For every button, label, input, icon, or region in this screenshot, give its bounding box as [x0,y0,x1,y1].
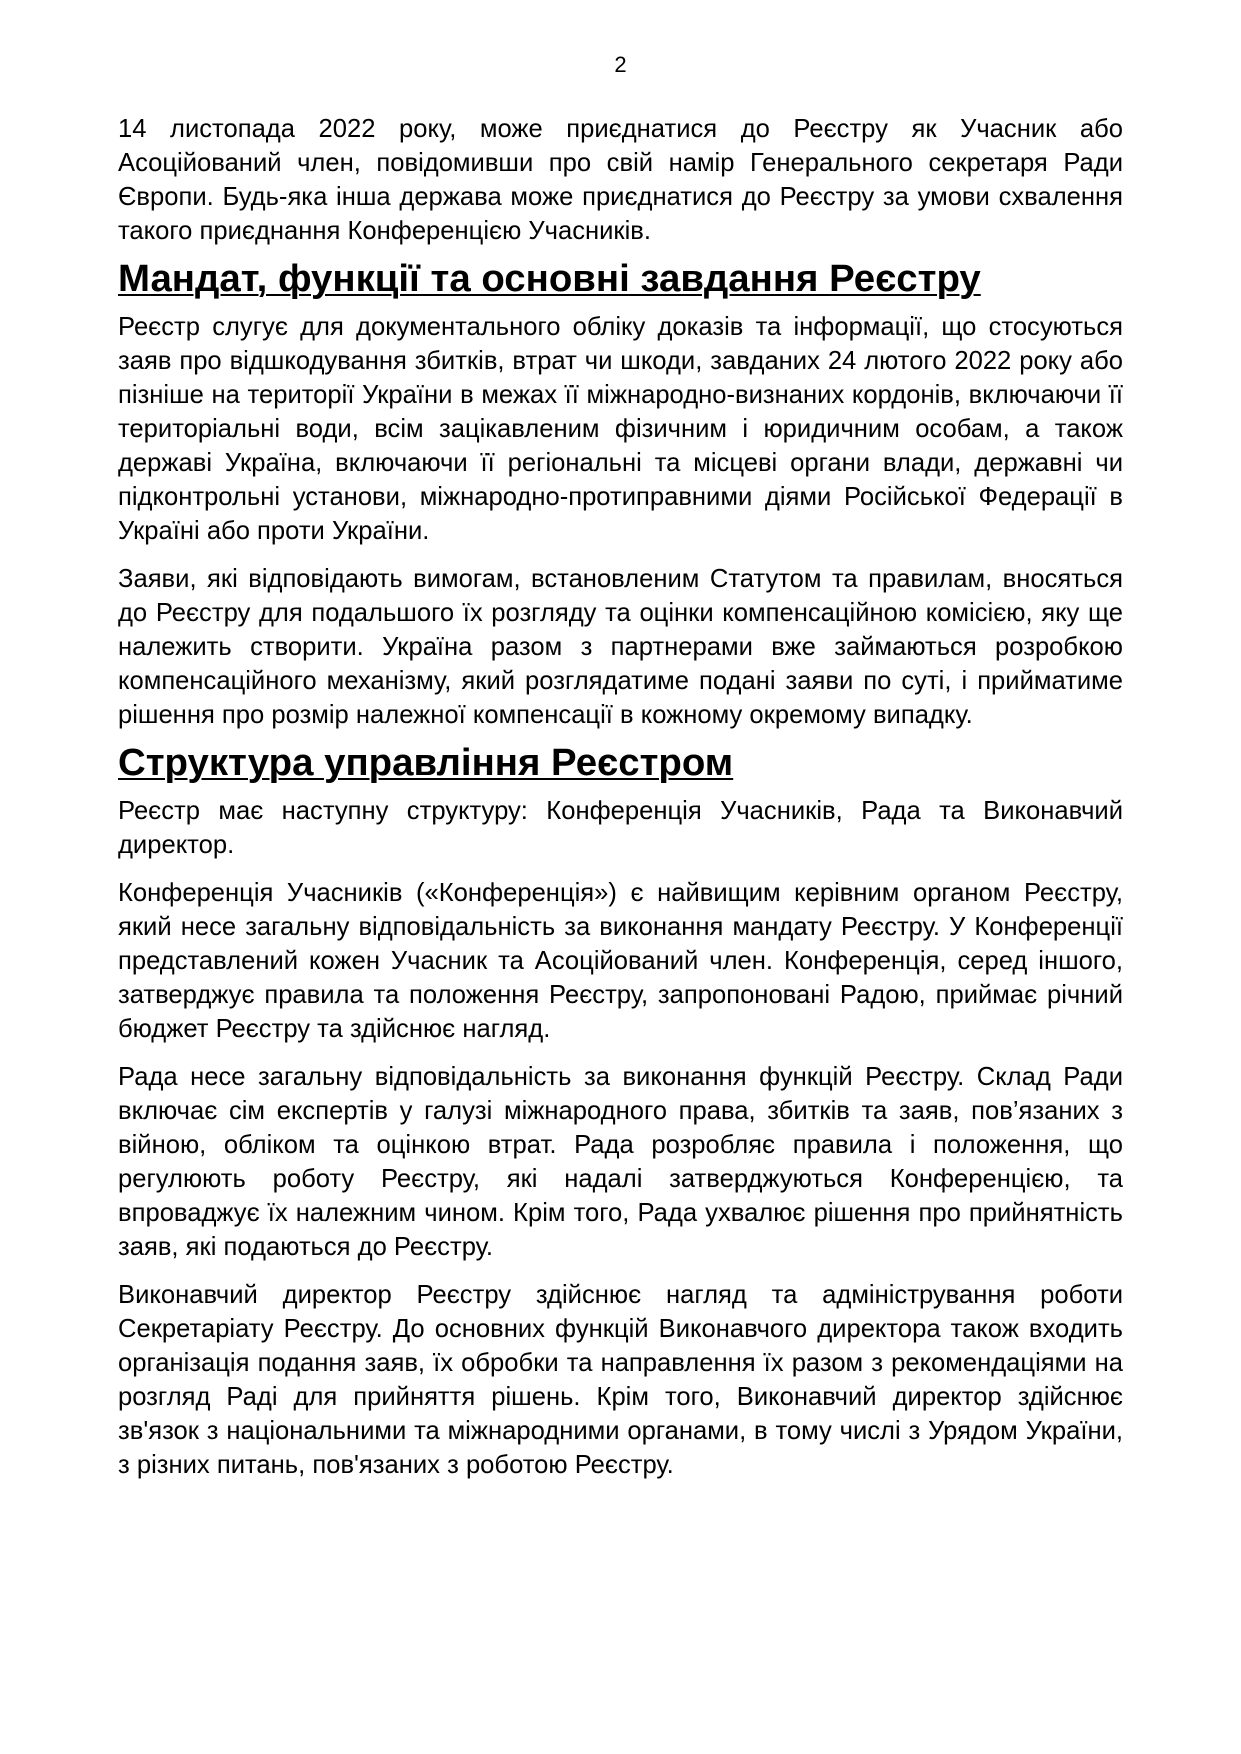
governance-paragraph: Реєстр має наступну структуру: Конференція Учасників, Рада та Виконавчий директор. [118,797,1123,859]
section-heading-governance: Структура управління Реєстром [118,741,734,784]
mandate-paragraph: Реєстр слугує для документального обліку доказів та інформації, що стосуються заяв про відшкодування збитків, втрат чи шкоди, завданих 24 лютого 2022 року або пізніше на території України в межах її міжнародно-визнаних кордонів, включаючи її територіальні води, всім зацікавленим фізичним і юридичним особам, а також державі Україна, включаючи її регіональні та місцеві органи влади, державні чи підконтрольні установи, міжнародно-протиправними діями Російської Федерації в Україні або проти України. [118,313,1123,545]
section-heading-mandate: Мандат, функції та основні завдання Реєстру [118,257,981,300]
page-number: 2 [614,52,627,77]
governance-paragraph: Конференція Учасників («Конференція») є найвищим керівним органом Реєстру, який несе загальну відповідальність за виконання мандату Реєстру. У Конференції представлений кожен Учасник та Асоційований член. Конференція, серед іншого, затверджує правила та положення Реєстру, запропоновані Радою, приймає річний бюджет Реєстру та здійснює нагляд. [118,879,1123,1043]
governance-paragraph: Рада несе загальну відповідальність за виконання функцій Реєстру. Склад Ради включає сім експертів у галузі міжнародного права, збитків та заяв, пов’язаних з війною, обліком та оцінкою втрат. Рада розробляє правила і положення, що регулюють роботу Реєстру, які надалі затверджуються Конференцією, та впроваджує їх належним чином. Крім того, Рада ухвалює рішення про прийнятність заяв, які подаються до Реєстру. [118,1063,1123,1261]
intro-paragraph: 14 листопада 2022 року, може приєднатися до Реєстру як Учасник або Асоційований член, повідомивши про свій намір Генерального секретаря Ради Європи. Будь-яка інша держава може приєднатися до Реєстру за умови схвалення такого приєднання Конференцією Учасників. [118,115,1123,245]
mandate-paragraph: Заяви, які відповідають вимогам, встановленим Статутом та правилам, вносяться до Реєстру для подальшого їх розгляду та оцінки компенсаційною комісією, яку ще належить створити. Україна разом з партнерами вже займаються розробкою компенсаційного механізму, який розглядатиме подані заяви по суті, і прийматиме рішення про розмір належної компенсації в кожному окремому випадку. [118,565,1123,729]
document-body [118,112,1123,1496]
governance-paragraph: Виконавчий директор Реєстру здійснює нагляд та адміністрування роботи Секретаріату Реєстру. До основних функцій Виконавчого директора також входить організація подання заяв, їх обробки та направлення їх разом з рекомендаціями на розгляд Раді для прийняття рішень. Крім того, Виконавчий директор здійснює зв'язок з національними та міжнародними органами, в тому числі з Урядом України, з різних питань, пов'язаних з роботою Реєстру. [118,1281,1123,1479]
